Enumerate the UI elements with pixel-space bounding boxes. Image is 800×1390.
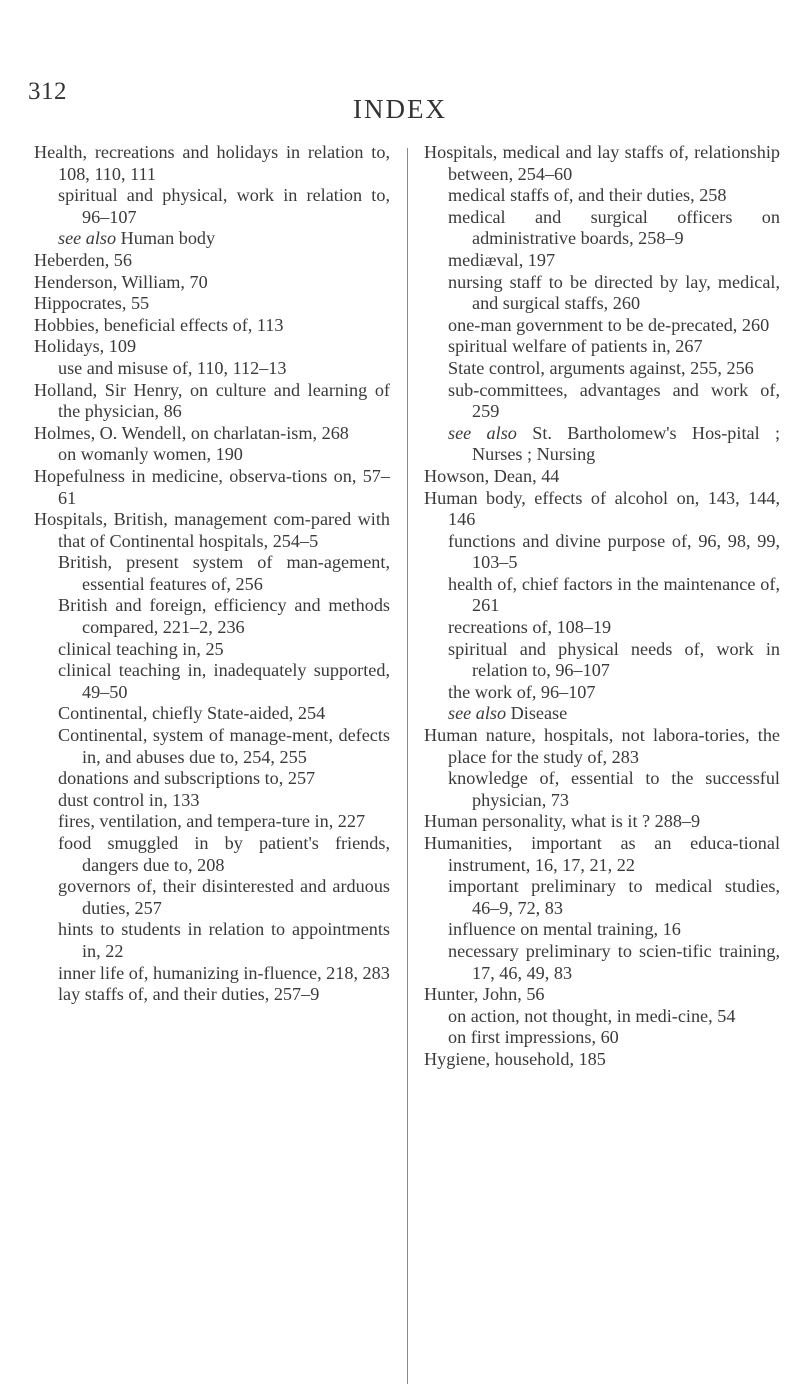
index-subentry [34, 444, 390, 466]
entry-text: nursing staff to be directed by lay, medical, and surgical staffs, 260 [448, 271, 780, 314]
running-head: INDEX [353, 94, 447, 124]
entry-text: Human body, effects of alcohol on, 143, 144, 146 [424, 487, 780, 530]
entry-text: clinical teaching in, 25 [58, 638, 224, 659]
index-subentry [424, 315, 780, 337]
index-subentry [424, 272, 780, 315]
index-subentry [34, 833, 390, 876]
entry-text: necessary preliminary to scien-tific training, 17, 46, 49, 83 [448, 940, 780, 983]
index-entry [34, 250, 390, 272]
index-subentry [34, 963, 390, 985]
entry-text: on action, not thought, in medi-cine, 54 [448, 1005, 736, 1026]
entry-text: spiritual and physical needs of, work in relation to, 96–107 [448, 638, 780, 681]
entry-text: governors of, their disinterested and arduous duties, 257 [58, 876, 390, 918]
index-entry [424, 466, 780, 488]
index-subentry [34, 768, 390, 790]
entry-text: Hygiene, household, 185 [424, 1048, 606, 1069]
entry-text: Human body [116, 228, 216, 249]
index-entry [424, 1049, 780, 1071]
index-subentry [424, 876, 780, 919]
entry-text: Continental, system of manage-ment, defects in, and abuses due to, 254, 255 [58, 725, 390, 767]
entry-text: important preliminary to medical studies, 46–9, 72, 83 [448, 876, 780, 918]
index-subentry [34, 876, 390, 919]
see-also-label: see also [448, 422, 517, 443]
index-entry [424, 833, 780, 876]
see-also-label: see also [448, 703, 507, 724]
index-entry [424, 488, 780, 531]
entry-text: knowledge of, essential to the successful physician, 73 [448, 768, 780, 810]
entry-text: Hospitals, British, management com-pared with that of Continental hospitals, 254–5 [34, 509, 390, 551]
entry-text: use and misuse of, 110, 112–13 [58, 357, 287, 378]
index-subentry [424, 768, 780, 811]
entry-text: recreations of, 108–19 [448, 617, 612, 638]
entry-text: Hippocrates, 55 [34, 293, 150, 314]
index-subentry [424, 250, 780, 272]
entry-text: health of, chief factors in the maintenance of, 261 [448, 573, 780, 616]
index-entry [34, 509, 390, 552]
entry-text: British, present system of man-agement, essential features of, 256 [58, 552, 390, 594]
entry-text: medical and surgical officers on administrative boards, 258–9 [448, 206, 780, 249]
entry-text: food smuggled in by patient's friends, dangers due to, 208 [58, 833, 390, 875]
index-entry [34, 423, 390, 445]
entry-text: Heberden, 56 [34, 249, 132, 270]
entry-text: Henderson, William, 70 [34, 271, 208, 292]
index-subentry [34, 811, 390, 833]
index-subentry [34, 185, 390, 228]
entry-text: Howson, Dean, 44 [424, 465, 560, 486]
index-subentry [34, 790, 390, 812]
index-subentry [34, 919, 390, 962]
entry-text: dust control in, 133 [58, 789, 200, 810]
index-subentry [424, 617, 780, 639]
entry-text: Holland, Sir Henry, on culture and learning of the physician, 86 [34, 379, 390, 422]
entry-text: the work of, 96–107 [448, 681, 596, 702]
index-subentry [424, 380, 780, 423]
entry-text: Holidays, 109 [34, 336, 137, 357]
index-subentry [34, 703, 390, 725]
see-also-label: see also [58, 228, 117, 249]
index-entry [34, 315, 390, 337]
index-subentry [424, 336, 780, 358]
index-entry [34, 380, 390, 423]
index-entry [34, 336, 390, 358]
entry-text: spiritual and physical, work in relation to, 96–107 [58, 185, 390, 227]
entry-text: British and foreign, efficiency and methods compared, 221–2, 236 [58, 595, 390, 638]
index-subentry [424, 919, 780, 941]
entry-text: fires, ventilation, and tempera-ture in, 227 [58, 811, 366, 832]
entry-text: lay staffs of, and their duties, 257–9 [58, 984, 320, 1005]
index-subentry [34, 228, 390, 250]
entry-text: Holmes, O. Wendell, on charlatan-ism, 268 [34, 422, 349, 443]
entry-text: Hopefulness in medicine, observa-tions on, 57–61 [34, 465, 390, 508]
index-subentry [424, 1027, 780, 1049]
index-entry [34, 272, 390, 294]
entry-text: State control, arguments against, 255, 256 [448, 357, 754, 378]
page-number: 312 [28, 78, 67, 105]
index-subentry [424, 185, 780, 207]
index-column-right [424, 142, 780, 1071]
entry-text: medical staffs of, and their duties, 258 [448, 185, 727, 206]
index-entry [34, 466, 390, 509]
entry-text: St. Bartholomew's Hos-pital ; Nurses ; Nursing [472, 422, 780, 465]
index-entry [34, 142, 390, 185]
entry-text: donations and subscriptions to, 257 [58, 768, 316, 789]
index-entry [34, 293, 390, 315]
index-subentry [424, 574, 780, 617]
index-subentry [424, 1006, 780, 1028]
entry-text: one-man government to be de-precated, 260 [448, 314, 770, 335]
index-subentry [34, 984, 390, 1006]
entry-text: Human nature, hospitals, not labora-tories, the place for the study of, 283 [424, 725, 780, 767]
entry-text: influence on mental training, 16 [448, 919, 681, 940]
entry-text: inner life of, humanizing in-fluence, 218, 283 [58, 962, 390, 983]
index-entry [424, 811, 780, 833]
index-subentry [424, 941, 780, 984]
index-entry [424, 725, 780, 768]
index-entry [424, 142, 780, 185]
index-subentry [424, 682, 780, 704]
index-subentry [34, 660, 390, 703]
entry-text: Hobbies, beneficial effects of, 113 [34, 314, 284, 335]
index-subentry [424, 207, 780, 250]
index-subentry [424, 703, 780, 725]
entry-text: Disease [506, 703, 568, 724]
index-subentry [34, 725, 390, 768]
entry-text: Hunter, John, 56 [424, 984, 545, 1005]
entry-text: sub-committees, advantages and work of, 259 [448, 379, 780, 422]
index-subentry [34, 552, 390, 595]
entry-text: Continental, chiefly State-aided, 254 [58, 703, 326, 724]
entry-text: on womanly women, 190 [58, 444, 243, 465]
index-entry [424, 984, 780, 1006]
entry-text: on first impressions, 60 [448, 1027, 619, 1048]
index-subentry [424, 358, 780, 380]
entry-text: mediæval, 197 [448, 249, 556, 270]
index-subentry [424, 423, 780, 466]
index-subentry [34, 639, 390, 661]
entry-text: spiritual welfare of patients in, 267 [448, 336, 703, 357]
entry-text: Humanities, important as an educa-tional instrument, 16, 17, 21, 22 [424, 833, 780, 875]
index-subentry [34, 358, 390, 380]
entry-text: functions and divine purpose of, 96, 98, 99, 103–5 [448, 530, 780, 573]
index-column-left [34, 142, 390, 1006]
entry-text: Health, recreations and holidays in relation to, 108, 110, 111 [34, 142, 390, 184]
index-subentry [34, 595, 390, 638]
entry-text: Human personality, what is it ? 288–9 [424, 811, 701, 832]
entry-text: clinical teaching in, inadequately supported, 49–50 [58, 660, 390, 702]
index-subentry [424, 531, 780, 574]
entry-text: Hospitals, medical and lay staffs of, relationship between, 254–60 [424, 142, 780, 184]
index-subentry [424, 639, 780, 682]
entry-text: hints to students in relation to appointments in, 22 [58, 919, 390, 961]
column-divider [407, 148, 408, 1384]
